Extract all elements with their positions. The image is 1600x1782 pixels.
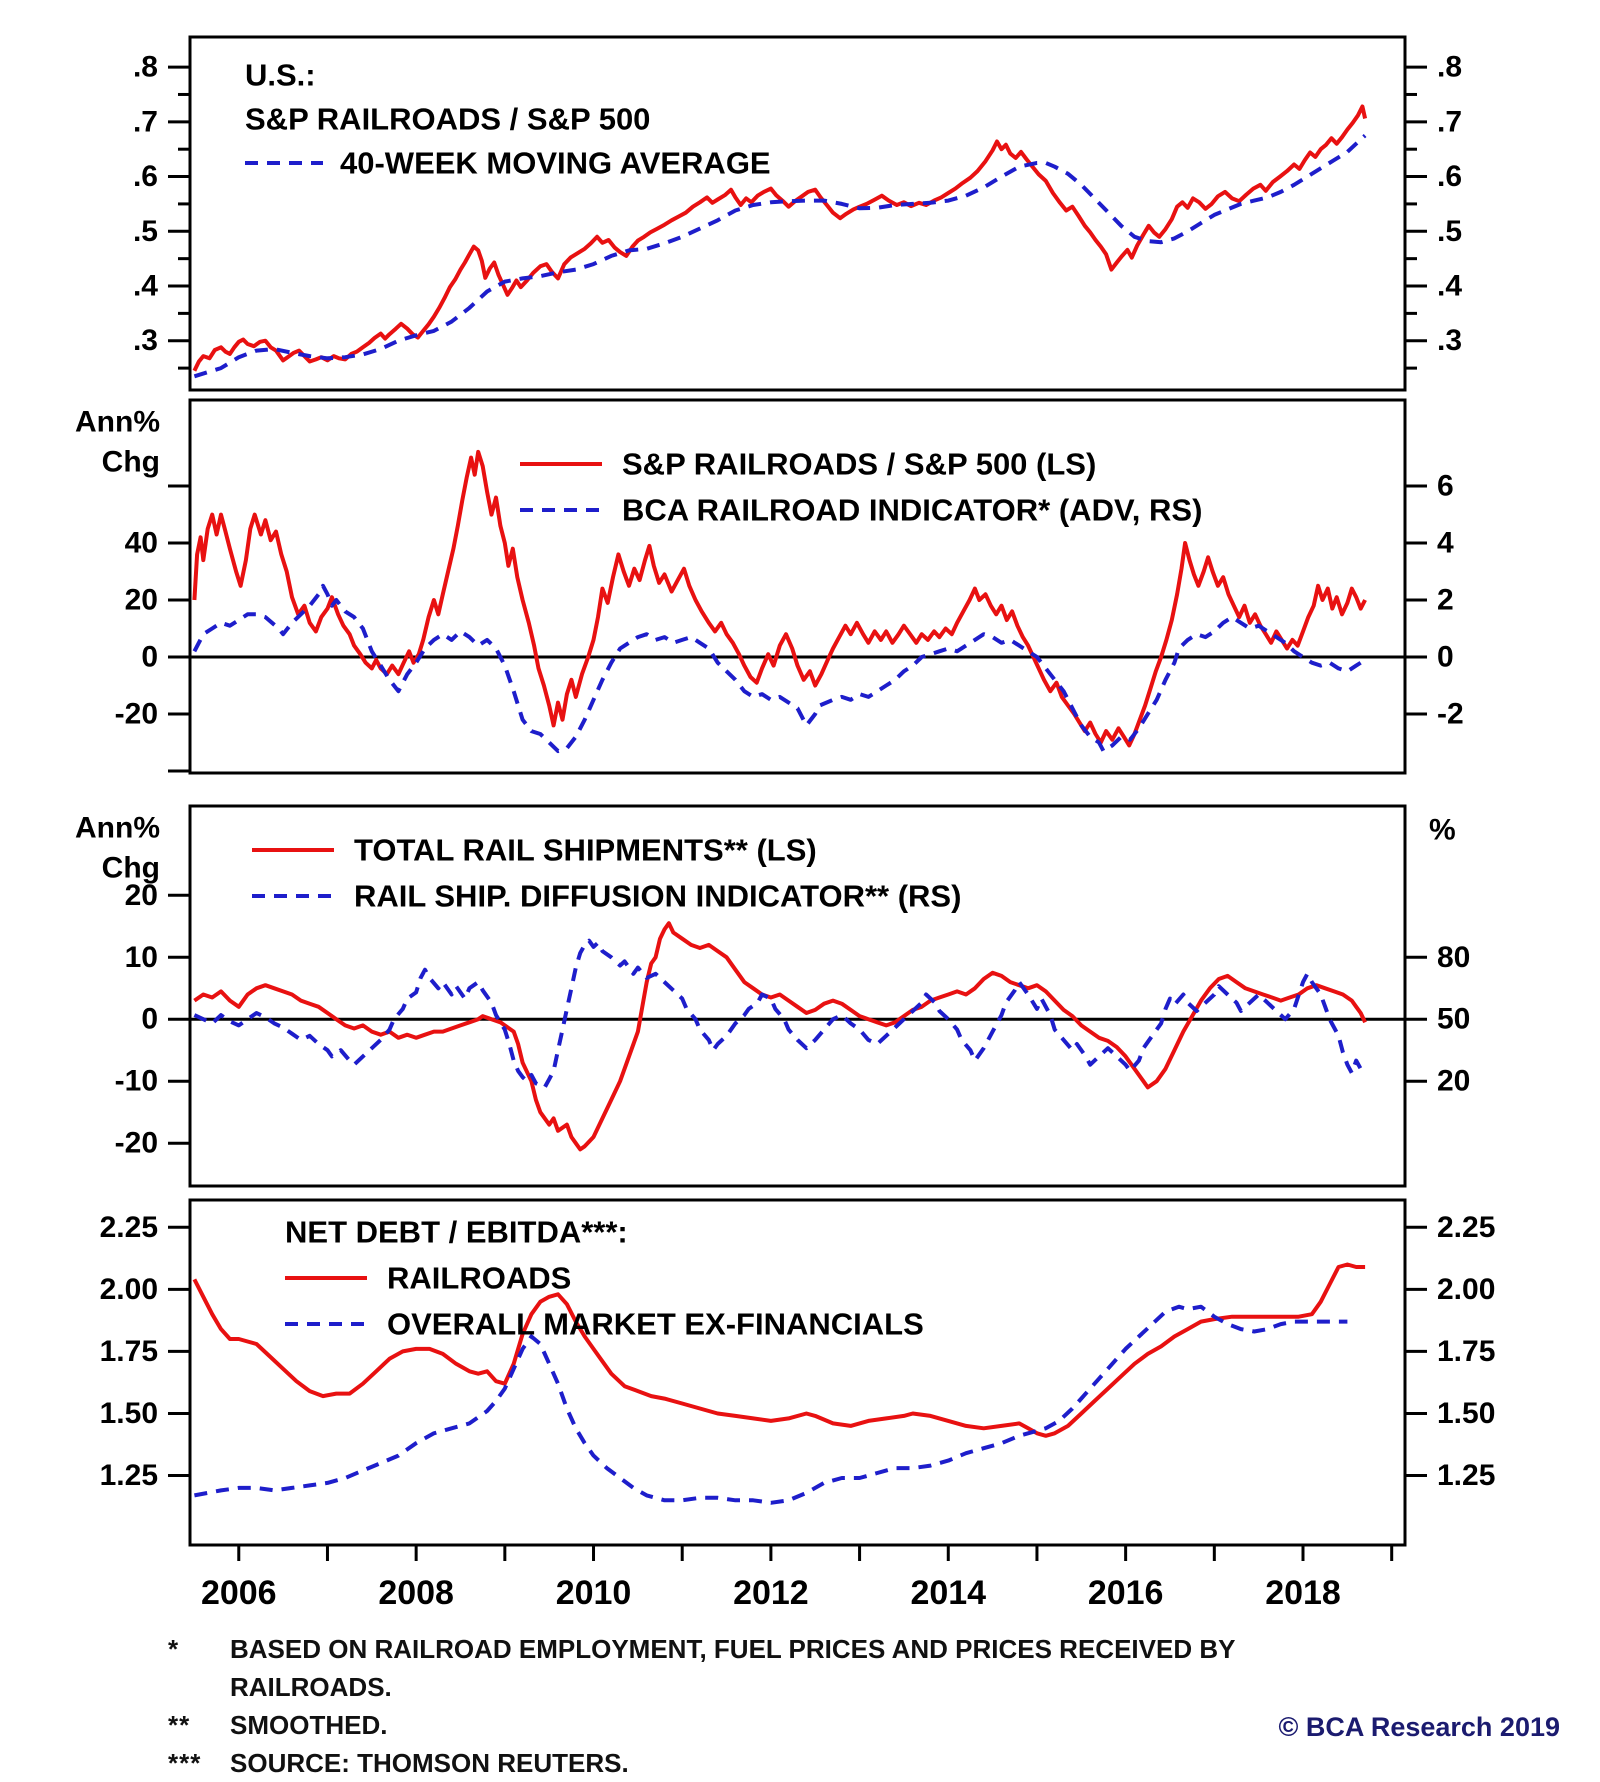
- footnote-line: [168, 1744, 1428, 1782]
- x-axis: [201, 1545, 1392, 1612]
- footnote-line: [168, 1630, 1428, 1668]
- y-tick-label: 20: [124, 583, 158, 617]
- y-tick-label: .3: [1437, 324, 1463, 358]
- x-tick-label: 2016: [1087, 1574, 1164, 1612]
- x-tick-label: 2006: [200, 1574, 277, 1612]
- panel-sp-railroads-relative-price: [133, 37, 1462, 390]
- y-tick-label: .6: [1437, 160, 1463, 194]
- footnote-marker: **: [168, 1710, 191, 1740]
- y-tick-label: -20: [114, 697, 158, 731]
- y-tick-label: 0: [1437, 640, 1454, 674]
- y-tick-label: 2.00: [99, 1272, 158, 1306]
- y-tick-label: 0: [141, 640, 158, 674]
- y-tick-label: 40: [124, 526, 158, 560]
- panel-relative-momentum-vs-bca-indicator: [75, 400, 1464, 773]
- axis-unit-label: Chg: [101, 445, 160, 479]
- y-tick-label: 80: [1437, 940, 1471, 974]
- y-axis-right: [1405, 1211, 1495, 1492]
- legend-label: RAILROADS: [387, 1260, 572, 1296]
- legend-label: NET DEBT / EBITDA***:: [285, 1214, 628, 1250]
- legend-label: RAIL SHIP. DIFFUSION INDICATOR** (RS): [354, 878, 962, 914]
- y-tick-label: .6: [132, 160, 158, 194]
- axis-unit-label: %: [1429, 813, 1456, 847]
- y-tick-label: 2: [1437, 583, 1454, 617]
- y-axis-right: [1405, 941, 1470, 1098]
- y-tick-label: -20: [114, 1126, 158, 1160]
- legend-label: U.S.:: [245, 57, 316, 93]
- legend-label: BCA RAILROAD INDICATOR* (ADV, RS): [622, 492, 1203, 528]
- footnote-text: RAILROADS.: [230, 1672, 392, 1702]
- y-tick-label: .8: [1437, 50, 1463, 84]
- legend-label: OVERALL MARKET EX-FINANCIALS: [387, 1306, 924, 1342]
- legend-label: S&P RAILROADS / S&P 500 (LS): [622, 446, 1097, 482]
- y-axis-right: [1405, 470, 1464, 731]
- y-tick-label: 1.75: [1437, 1334, 1496, 1368]
- series-net-debt-ebitda-railroads: [194, 1265, 1365, 1436]
- y-tick-label: 50: [1437, 1002, 1471, 1036]
- panel-rail-shipments-vs-diffusion: [75, 806, 1470, 1186]
- y-tick-label: .4: [1437, 269, 1463, 303]
- y-axis-left: [133, 51, 190, 369]
- y-tick-label: .5: [1437, 214, 1463, 248]
- y-tick-label: -10: [114, 1064, 158, 1098]
- legend: [285, 1215, 924, 1342]
- y-tick-label: 20: [1437, 1064, 1471, 1098]
- footnote-marker: [168, 1668, 230, 1706]
- y-tick-label: 1.25: [1437, 1459, 1496, 1493]
- y-tick-label: .5: [132, 214, 158, 248]
- legend: [245, 58, 771, 181]
- y-axis-left: [100, 1211, 190, 1492]
- y-tick-label: 10: [124, 940, 158, 974]
- footnote-marker: ***: [168, 1748, 202, 1778]
- x-tick-label: 2012: [733, 1574, 809, 1612]
- series-rail-shipments-diffusion-indicator: [194, 941, 1365, 1088]
- y-tick-label: .3: [132, 324, 158, 358]
- x-tick-label: 2014: [910, 1574, 987, 1612]
- y-tick-label: .7: [132, 105, 158, 139]
- y-tick-label: 2.25: [99, 1210, 158, 1244]
- footnote-marker: *: [168, 1634, 180, 1664]
- footnotes: [168, 1630, 1428, 1782]
- y-tick-label: 4: [1437, 526, 1454, 560]
- footnote-text: SMOOTHED.: [230, 1710, 388, 1740]
- copyright: © BCA Research 2019: [1278, 1712, 1560, 1742]
- footnote-line: [168, 1668, 1428, 1706]
- axis-unit-label: Ann%: [75, 405, 160, 439]
- legend: [520, 447, 1202, 528]
- y-tick-label: 20: [124, 878, 158, 912]
- panel-border: [190, 37, 1405, 390]
- x-tick-label: 2008: [378, 1574, 454, 1612]
- y-tick-label: 0: [141, 1002, 158, 1036]
- y-tick-label: 1.75: [99, 1334, 158, 1368]
- y-tick-label: 1.25: [99, 1459, 158, 1493]
- legend-label: 40-WEEK MOVING AVERAGE: [340, 145, 771, 181]
- x-tick-label: 2010: [555, 1574, 632, 1612]
- y-tick-label: 1.50: [1437, 1396, 1496, 1430]
- footnote-text: SOURCE: THOMSON REUTERS.: [230, 1748, 629, 1778]
- y-tick-label: 2.00: [1437, 1272, 1496, 1306]
- y-axis-left: [115, 486, 190, 771]
- y-tick-label: -2: [1437, 697, 1464, 731]
- legend-label: S&P RAILROADS / S&P 500: [245, 101, 651, 137]
- y-tick-label: 6: [1437, 469, 1454, 503]
- y-tick-label: .7: [1437, 105, 1463, 139]
- x-tick-label: 2018: [1265, 1574, 1341, 1612]
- y-tick-label: .4: [132, 269, 158, 303]
- panel-net-debt-to-ebitda: [100, 1200, 1496, 1545]
- footnote-line: [168, 1706, 1428, 1744]
- legend: [252, 833, 961, 914]
- y-tick-label: 2.25: [1437, 1210, 1496, 1244]
- axis-unit-label: Ann%: [75, 811, 160, 845]
- y-tick-label: .8: [132, 50, 158, 84]
- y-axis-left: [115, 879, 190, 1160]
- y-tick-label: 1.50: [99, 1396, 158, 1430]
- footnote-text: BASED ON RAILROAD EMPLOYMENT, FUEL PRICES AND PRICES RECEIVED BY: [230, 1634, 1236, 1664]
- axis-unit-label: Chg: [101, 851, 160, 885]
- series-total-rail-shipments-annual-pct-chg: [194, 923, 1365, 1149]
- legend-label: TOTAL RAIL SHIPMENTS** (LS): [354, 832, 817, 868]
- y-axis-right: [1405, 51, 1462, 369]
